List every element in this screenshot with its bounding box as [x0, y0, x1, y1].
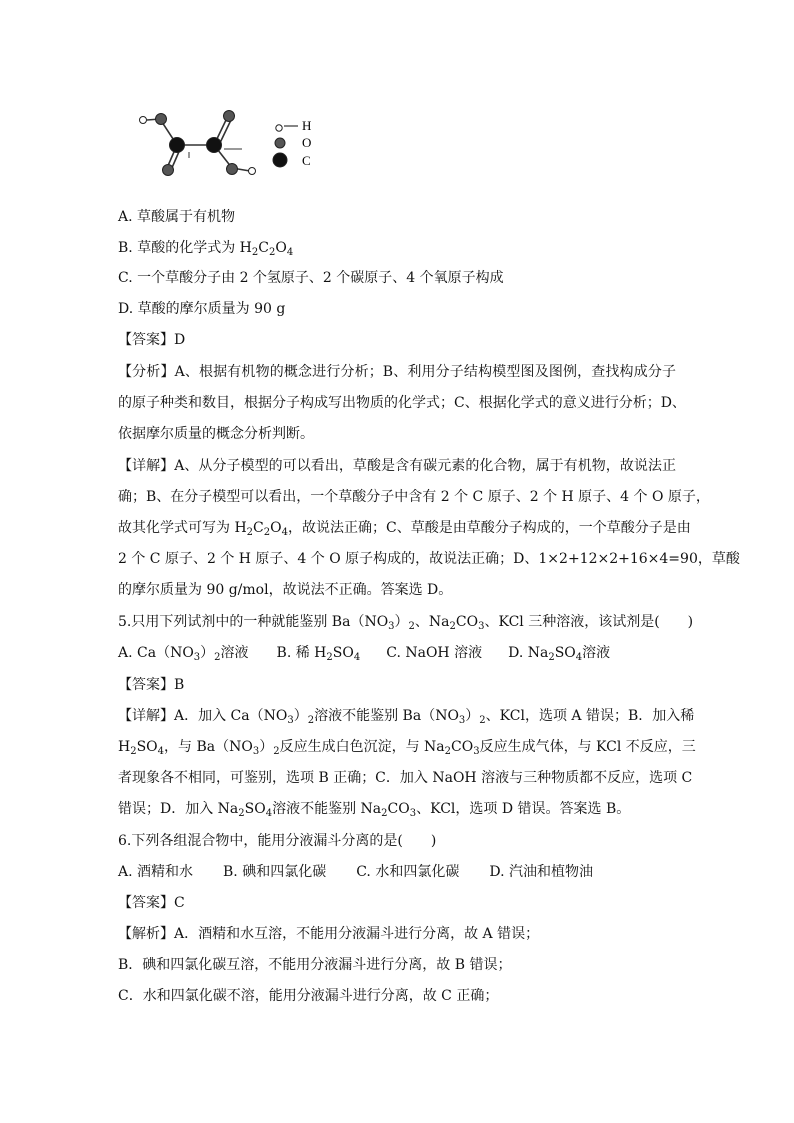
q4-option-c: C. 一个草酸分子由 2 个氢原子、2 个碳原子、4 个氧原子构成 — [118, 270, 504, 286]
q4-analysis-line: 的原子种类和数目，根据分子构成写出物质的化学式；C、根据化学式的意义进行分析；D、 — [118, 395, 686, 411]
text: H — [118, 739, 131, 755]
oxygen-atom — [224, 111, 235, 122]
text: 反应生成白色沉淀，与 Na — [279, 739, 445, 755]
legend-label-o: O — [302, 135, 312, 150]
sub: 2 — [263, 527, 271, 538]
sub: 2 — [479, 715, 486, 726]
text: SO — [332, 645, 354, 661]
q5-options — [118, 643, 610, 663]
text: B. 稀 H — [276, 645, 327, 661]
q4-detail-line: 确；B、在分子模型可以看出，一个草酸分子中含有 2 个 C 原子、2 个 H 原子、4 个 O 原子， — [118, 489, 710, 505]
sub: 4 — [286, 247, 294, 258]
q6-option-b: B. 碘和四氯化碳 — [223, 864, 327, 880]
text: 、KCl，选项 D 错误。答案选 B。 — [416, 801, 631, 817]
text: ） — [394, 614, 409, 630]
text: C — [253, 520, 264, 536]
text: A. Ca（NO — [118, 645, 194, 661]
q4-detail-line: 【详解】A、从分子模型的可以看出，草酸是含有碳元素的化合物，属于有机物，故说法正 — [118, 458, 676, 474]
hydrogen-atom — [276, 125, 282, 131]
carbon-atom — [273, 153, 287, 167]
q5-stem — [118, 612, 693, 632]
text: D. Na — [508, 645, 549, 661]
bonds — [147, 118, 250, 171]
q4-detail-line: 2 个 C 原子、2 个 H 原子、4 个 O 原子构成的，故说法正确；D、1×2+12×2+16×4=90，草酸 — [118, 551, 740, 567]
text: 、KCl 三种溶液，该试剂是( ) — [484, 614, 694, 630]
text: B. 草酸的化学式为 H — [118, 240, 252, 256]
q4-detail-line — [118, 518, 691, 538]
legend-label-c: C — [302, 153, 311, 168]
sub: 2 — [449, 621, 456, 632]
text: 错误；D．加入 Na — [118, 801, 239, 817]
text: ） — [259, 739, 274, 755]
sub: 3 — [193, 652, 201, 663]
q5-detail-line — [118, 799, 630, 819]
q4-answer: 【答案】D — [118, 332, 186, 348]
text: SO — [554, 645, 576, 661]
text: O — [270, 520, 282, 536]
sub: 4 — [575, 652, 583, 663]
sub: 2 — [214, 652, 221, 663]
sub: 2 — [326, 652, 333, 663]
text: 溶液 — [220, 645, 249, 661]
sub: 2 — [273, 746, 280, 757]
text: 、KCl，选项 A 错误；B．加入稀 — [485, 708, 695, 724]
q5-option-c: C. NaOH 溶液 — [386, 645, 483, 661]
text: ，与 Ba（NO — [164, 739, 253, 755]
atoms — [140, 111, 256, 176]
hydrogen-atom — [140, 117, 147, 124]
q6-explanation-line: B．碘和四氯化碳互溶，不能用分液漏斗进行分离，故 B 错误； — [118, 957, 512, 973]
q6-answer: 【答案】C — [118, 895, 185, 911]
q4-option-a: A. 草酸属于有机物 — [118, 209, 236, 225]
text: ） — [200, 645, 215, 661]
sub: 4 — [281, 527, 288, 538]
sub: 4 — [353, 652, 361, 663]
text: 【详解】A．加入 Ca（NO — [118, 708, 288, 724]
sub: 3 — [409, 808, 417, 819]
text: CO — [387, 801, 410, 817]
q4-detail-line: 的摩尔质量为 90 g/mol，故说法不正确。答案选 D。 — [118, 582, 453, 598]
q5-option-a — [118, 645, 249, 661]
oxygen-atom — [156, 114, 167, 125]
sub: 4 — [265, 808, 273, 819]
sub: 2 — [268, 247, 276, 258]
sub: 2 — [246, 527, 254, 538]
q4-option-d: D. 草酸的摩尔质量为 90 g — [118, 301, 286, 317]
text: O — [275, 240, 287, 256]
q5-option-d — [508, 645, 610, 661]
sub: 2 — [238, 808, 245, 819]
legend-label-h: H — [302, 118, 312, 133]
q6-option-a: A. 酒精和水 — [118, 864, 194, 880]
q6-stem: 6.下列各组混合物中，能用分液漏斗分离的是( ) — [118, 833, 437, 849]
text: C — [258, 240, 269, 256]
q5-answer: 【答案】B — [118, 677, 185, 693]
q4-option-b — [118, 238, 293, 258]
oxygen-atom — [163, 165, 174, 176]
sub: 3 — [478, 621, 485, 632]
sub: 2 — [444, 746, 452, 757]
sub: 2 — [130, 746, 137, 757]
q6-options — [118, 862, 593, 882]
text: 反应生成气体，与 KCl 不反应，三 — [479, 739, 696, 755]
q5-detail-line — [118, 706, 695, 726]
text: 故其化学式可写为 H — [118, 520, 247, 536]
q6-explanation-line: 【解析】A．酒精和水互溶，不能用分液漏斗进行分离，故 A 错误； — [118, 926, 540, 942]
sub: 2 — [307, 715, 315, 726]
q6-option-c: C. 水和四氯化碳 — [356, 864, 460, 880]
carbon-atom — [207, 138, 222, 153]
oxygen-atom — [227, 164, 238, 175]
text: 、Na — [414, 614, 450, 630]
sub: 4 — [157, 746, 165, 757]
sub: 3 — [473, 746, 480, 757]
q6-explanation-line: C．水和四氯化碳不溶，能用分液漏斗进行分离，故 C 正确； — [118, 988, 499, 1004]
q6-option-d: D. 汽油和植物油 — [489, 864, 593, 880]
q5-detail-line — [118, 737, 696, 757]
sub: 2 — [548, 652, 555, 663]
sub: 2 — [251, 247, 259, 258]
text: SO — [244, 801, 266, 817]
q5-detail-line: 者现象各不相同，可鉴别，选项 B 正确；C．加入 NaOH 溶液与三种物质都不反应，选项 C — [118, 770, 693, 786]
text: 溶液 — [582, 645, 611, 661]
oxalic-acid-molecule-model — [132, 108, 332, 180]
sub: 2 — [381, 808, 388, 819]
text: 5.只用下列试剂中的一种就能鉴别 Ba（NO — [118, 614, 389, 630]
sub: 3 — [458, 715, 466, 726]
q4-analysis-line: 【分析】A、根据有机物的概念进行分析；B、利用分子结构模型图及图例，查找构成分子 — [118, 364, 676, 380]
oxygen-atom — [275, 138, 285, 148]
carbon-atom — [170, 138, 185, 153]
sub: 3 — [252, 746, 260, 757]
text: CO — [455, 614, 479, 630]
text: SO — [136, 739, 158, 755]
text: 溶液不能鉴别 Ba（NO — [314, 708, 459, 724]
sub: 3 — [388, 621, 395, 632]
legend — [273, 118, 311, 168]
text: CO — [451, 739, 474, 755]
text: ） — [465, 708, 480, 724]
text: ） — [293, 708, 308, 724]
sub: 3 — [287, 715, 294, 726]
text: 溶液不能鉴别 Na — [272, 801, 382, 817]
q5-option-b — [277, 645, 361, 661]
hydrogen-atom — [249, 168, 256, 175]
sub: 2 — [408, 621, 415, 632]
q4-analysis-line: 依据摩尔质量的概念分析判断。 — [118, 426, 314, 442]
text: ，故说法正确；C、草酸是由草酸分子构成的，一个草酸分子是由 — [288, 520, 691, 536]
